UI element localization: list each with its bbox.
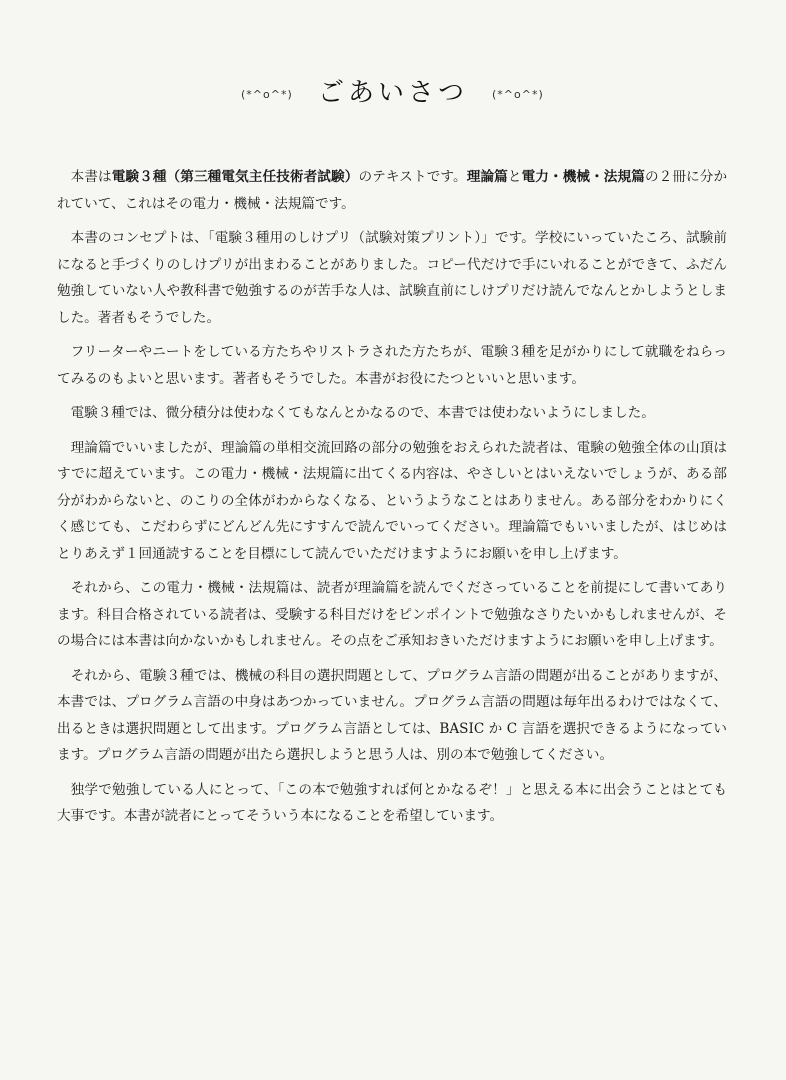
text-run: と [507,169,522,185]
page-title: ごあいさつ [317,78,468,108]
paragraph [57,339,727,392]
text-run: 理論篇でいいましたが、理論篇の単相交流回路の部分の勉強をおえられた読者は、電験の勉強全体の山頂はすでに超えています。この電力・機械・法規篇に出てくる内容は、やさしいとはいえないでしょうが、ある部分がわからないと、のこりの全体がわからなくなる、というようなことはありません。ある部分をわかりにくく感じても、こだわらずにどんどん先にすすんで読んでいってください。理論篇でもいいましたが、はじめはとりあえず１回通読することを目標にして読んでいただけますようにお願いを申し上げます。 [57,439,727,562]
text-run: 本書は [70,169,112,185]
body-text [57,164,727,838]
text-run: のテキストです。 [358,169,467,185]
text-run: それから、この電力・機械・法規篇は、読者が理論篇を読んでくださっていることを前提にして書いてあります。科目合格されている読者は、受験する科目だけをピンポイントで勉強なさりたいかもしれませんが、その場合には本書は向かないかもしれません。その点をご承知おきいただけますようにお願いを申し上げます。 [57,580,727,649]
text-run: 電験３種では、微分積分は使わなくてもなんとかなるので、本書では使わないようにしました。 [70,405,655,421]
page-header [0,72,786,112]
text-run: 本書のコンセプトは、「電験３種用のしけプリ（試験対策プリント）」です。学校にいっていたころ、試験前になると手づくりのしけプリが出まわることがありました。コピー代だけで手にいれることができて、ふだん勉強していない人や教科書で勉強するのが苦手な人は、試験直前にしけプリだけ読んでなんとかしようとしました。著者もそうでした。 [57,230,727,326]
paragraph [57,777,727,830]
paragraph [57,400,727,427]
bold-text-run: 理論篇 [466,169,508,185]
paragraph [57,225,727,331]
bold-text-run: （第三種電気主任技術者試験） [166,169,359,185]
text-run: 独学で勉強している人にとって、「この本で勉強すれば何とかなるぞ！」と思える本に出会うことはとても大事です。本書が読者にとってそういう本になることを希望しています。 [57,781,727,824]
emoticon-right: (*^o^*) [492,88,544,101]
bold-text-run: 電験３種 [111,169,167,185]
text-run: それから、電験３種では、機械の科目の選択問題として、プログラム言語の問題が出ることがありますが、本書では、プログラム言語の中身はあつかっていません。プログラム言語の問題は毎年出るわけではなくて、出るときは選択問題として出ます。プログラム言語としては、BASIC か C 言語を選択できるようになっています。プログラム言語の問題が出たら選択しようと思う人は、別の本で勉強してください。 [57,667,727,763]
text-run: の２冊に分かれていて、これはその電力・機械・法規篇です。 [57,169,728,212]
paragraph [57,435,727,568]
emoticon-left: (*^o^*) [241,88,293,101]
paragraph [57,663,727,769]
bold-text-run: 電力・機械・法規篇 [521,169,645,185]
paragraph [57,164,727,217]
paragraph [57,575,727,655]
text-run: フリーターやニートをしている方たちやリストラされた方たちが、電験３種を足がかりにして就職をねらってみるのもよいと思います。著者もそうでした。本書がお役にたつといいと思います。 [57,344,727,387]
